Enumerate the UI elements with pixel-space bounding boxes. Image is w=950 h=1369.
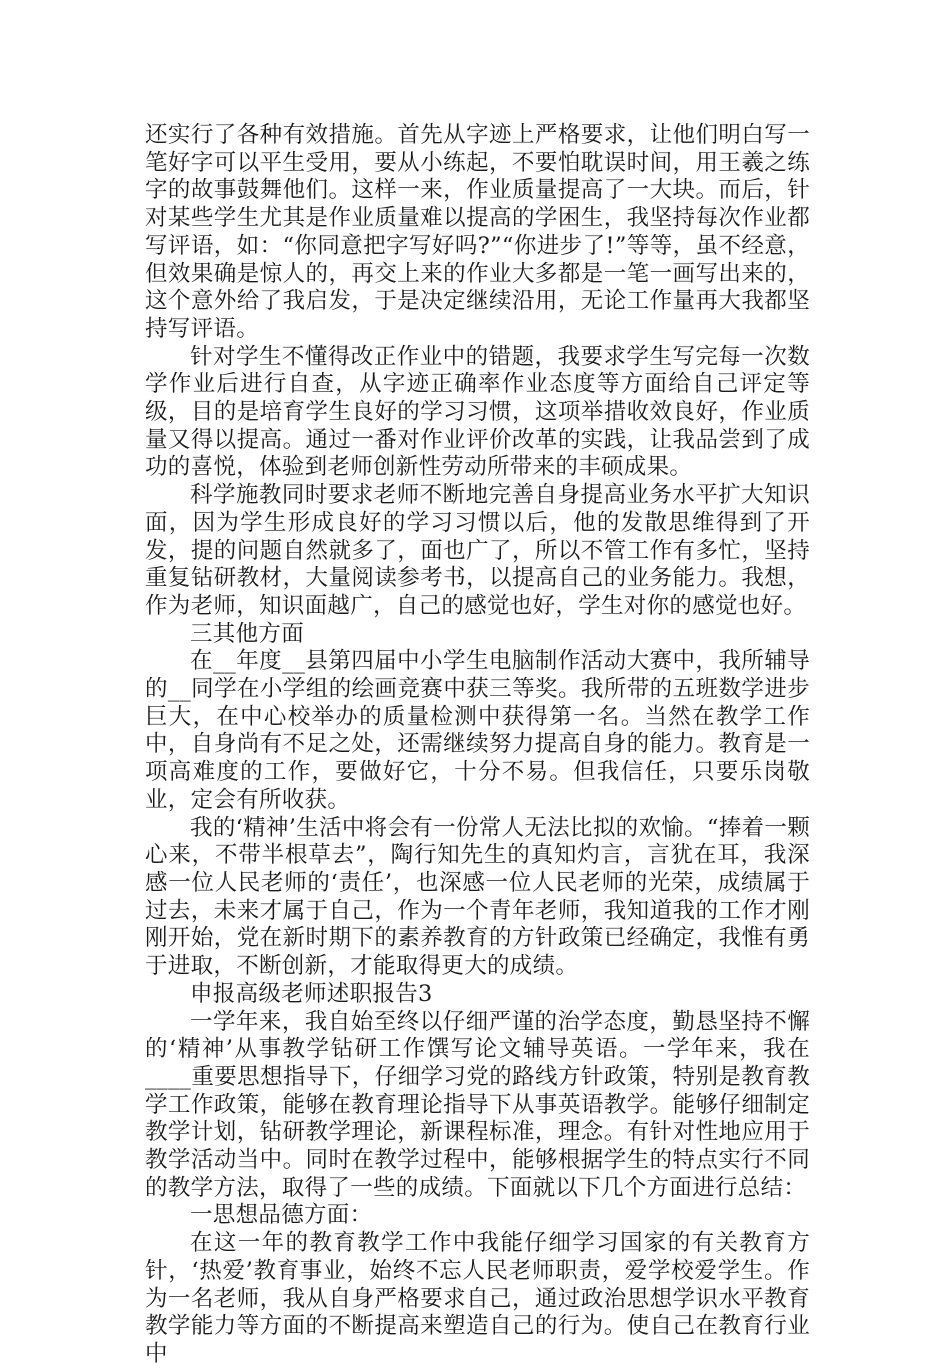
paragraph-3: 科学施教同时要求老师不断地完善自身提高业务水平扩大知识面，因为学生形成良好的学习习惯以后，他的发散思维得到了开发，提的问题自然就多了，面也广了，所以不管工作有多忙，坚持重复钻研教材，大量阅读参考书，以提高自己的业务能力。我想，作为老师，知识面越广，自己的感觉也好，学生对你的感觉也好。 <box>145 482 810 619</box>
paragraph-5: 我的‘精神’生活中将会有一份常人无法比拟的欢愉。“捧着一颗心来，不带半根草去”，陶行知先生的真知灼言，言犹在耳，我深感一位人民老师的‘责任’，也深感一位人民老师的光荣，成绩属于过去，未来才属于自己，作为一个青年老师，我知道我的工作才刚刚开始，党在新时期下的素养教育的方针政策已经确定，我惟有勇于进取，不断创新，才能取得更大的成绩。 <box>145 814 810 980</box>
paragraph-1: 还实行了各种有效措施。首先从字迹上严格要求，让他们明白写一笔好字可以平生受用，要从小练起，不要怕耽误时间，用王羲之练字的故事鼓舞他们。这样一来，作业质量提高了一大块。而后，针对某些学生尤其是作业质量难以提高的学困生，我坚持每次作业都写评语，如：“你同意把字写好吗?”“你进步了!”等等，虽不经意，但效果确是惊人的，再交上来的作业大多都是一笔一画写出来的，这个意外给了我启发，于是决定继续沿用，无论工作量再大我都坚持写评语。 <box>145 122 810 342</box>
paragraph-2: 针对学生不懂得改正作业中的错题，我要求学生写完每一次数学作业后进行自查，从字迹正确率作业态度等方面给自己评定等级，目的是培育学生良好的学习习惯，这项举措收效良好，作业质量又得以提高。通过一番对作业评价改革的实践，让我品尝到了成功的喜悦，体验到老师创新性劳动所带来的丰硕成果。 <box>145 343 810 481</box>
section-heading-other: 三其他方面 <box>190 620 305 647</box>
section-heading-ideology: 一思想品德方面： <box>190 1202 373 1229</box>
report-title: 申报高级老师述职报告3 <box>190 980 433 1007</box>
paragraph-4: 在__年度__县第四届中小学生电脑制作活动大赛中，我所辅导的__同学在小学组的绘画竞赛中获三等奖。我所带的五班数学进步巨大，在中心校举办的质量检测中获得第一名。当然在教学工作中，自身尚有不足之处，还需继续努力提高自身的能力。教育是一项高难度的工作，要做好它，十分不易。但我信任，只要乐岗敬业，定会有所收获。 <box>145 648 810 813</box>
document-page <box>145 122 810 1369</box>
paragraph-6: 一学年来，我自始至终以仔细严谨的治学态度，勤恳坚持不懈的‘精神’从事教学钻研工作馔写论文辅导英语。一学年来，我在____重要思想指导下，仔细学习党的路线方针政策，特别是教育教学工作政策，能够在教育理论指导下从事英语教学。能够仔细制定教学计划，钻研教学理论，新课程标准，理念。有针对性地应用于教学活动当中。同时在教学过程中，能够根据学生的特点实行不同的教学方法，取得了一些的成绩。下面就以下几个方面进行总结： <box>145 1008 810 1201</box>
paragraph-7: 在这一年的教育教学工作中我能仔细学习国家的有关教育方针，‘热爱’教育事业，始终不忘人民老师职责，爱学校爱学生。作为一名老师，我从自身严格要求自己，通过政治思想学识水平教育教学能力等方面的不断提高来塑造自己的行为。使自己在教育行业中 <box>145 1230 810 1367</box>
